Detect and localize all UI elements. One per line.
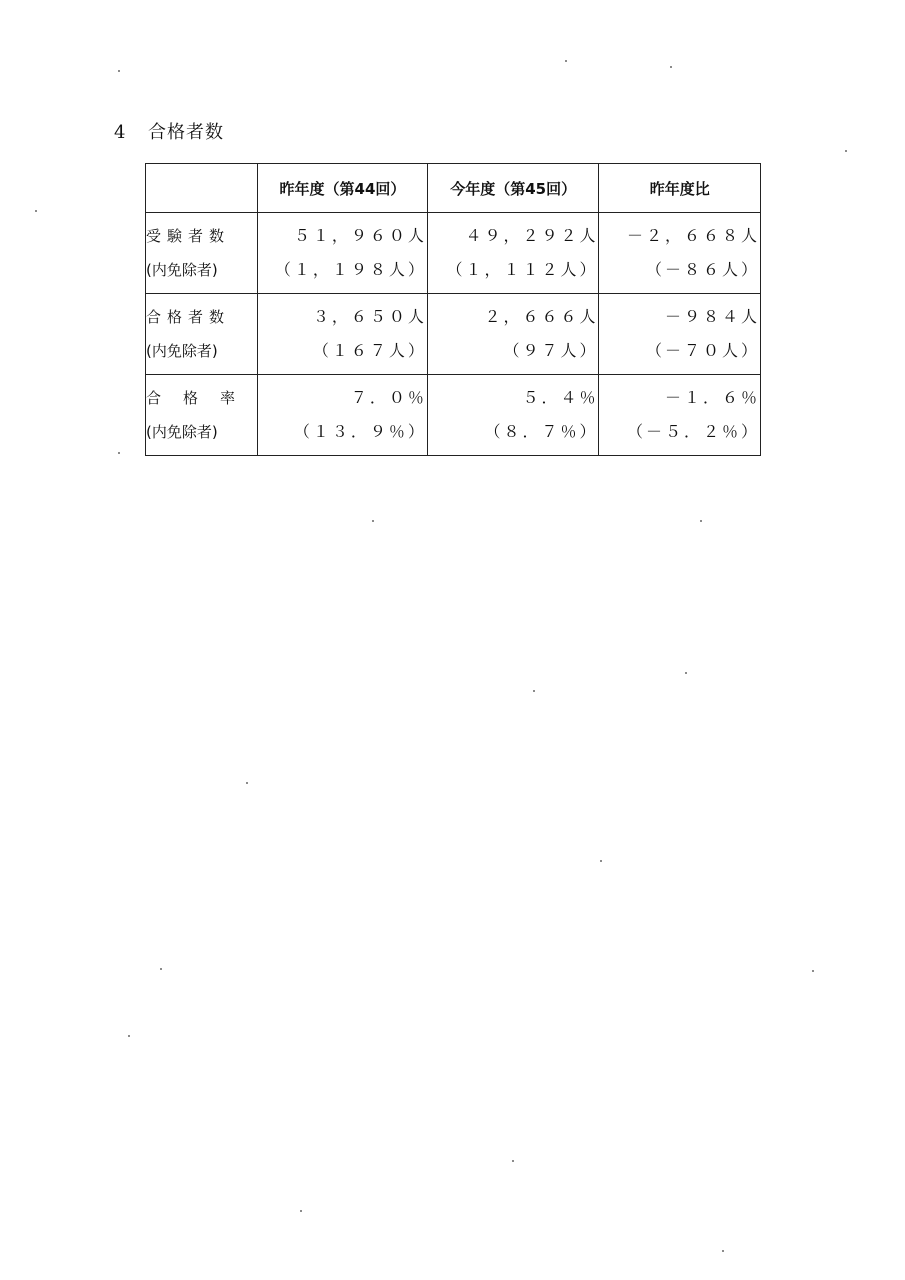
scan-speck	[670, 66, 672, 68]
scan-speck	[845, 150, 847, 152]
table-row-pass-rate	[146, 375, 761, 456]
cell-current	[427, 375, 599, 456]
row-label: 受験者数	[146, 227, 231, 245]
value-difference-exempt: （－５．２％）	[626, 422, 760, 441]
scan-speck	[533, 690, 535, 692]
scan-speck	[246, 782, 248, 784]
table-row-passers	[146, 294, 761, 375]
table-row-examinees	[146, 213, 761, 294]
header-previous-year: 昨年度（第44回）	[258, 164, 428, 213]
exam-results-table	[145, 163, 761, 456]
value-difference: －２，６６８人	[626, 226, 760, 245]
value-previous: ５１，９６０人	[293, 226, 427, 245]
header-year-over-year: 昨年度比	[599, 164, 761, 213]
cell-previous	[258, 213, 428, 294]
scan-speck	[512, 1160, 514, 1162]
scan-speck	[600, 860, 602, 862]
value-previous-exempt: （１，１９８人）	[274, 260, 427, 279]
scan-speck	[565, 60, 567, 62]
value-difference-exempt: （－８６人）	[645, 260, 760, 279]
row-label: 合格率	[146, 389, 258, 407]
scan-speck	[35, 210, 37, 212]
cell-difference	[599, 294, 761, 375]
value-difference: －１．６％	[664, 388, 760, 407]
value-current: ５．４％	[522, 388, 599, 407]
scan-speck	[118, 70, 120, 72]
cell-current	[427, 294, 599, 375]
value-difference: －９８４人	[664, 307, 760, 326]
scan-speck	[812, 970, 814, 972]
scan-speck	[300, 1210, 302, 1212]
section-number: 4	[114, 122, 127, 143]
scan-speck	[685, 672, 687, 674]
value-previous-exempt: （１３．９％）	[293, 422, 427, 441]
scan-speck	[160, 968, 162, 970]
row-label-cell	[146, 294, 258, 375]
scan-speck	[372, 520, 374, 522]
header-current-year: 今年度（第45回）	[427, 164, 599, 213]
row-label: 合格者数	[146, 308, 231, 326]
scan-speck	[128, 1035, 130, 1037]
value-previous: ３，６５０人	[312, 307, 427, 326]
scan-speck	[700, 520, 702, 522]
cell-current	[427, 213, 599, 294]
value-difference-exempt: （－７０人）	[645, 341, 760, 360]
cell-previous	[258, 375, 428, 456]
scan-speck	[118, 452, 120, 454]
cell-difference	[599, 375, 761, 456]
cell-previous	[258, 294, 428, 375]
value-previous-exempt: （１６７人）	[312, 341, 427, 360]
value-previous: ７．０％	[350, 388, 427, 407]
value-current: ４９，２９２人	[465, 226, 599, 245]
row-sublabel: (内免除者)	[146, 423, 218, 441]
section-title: 合格者数	[148, 122, 224, 143]
table-header-row	[146, 164, 761, 213]
row-sublabel: (内免除者)	[146, 342, 218, 360]
row-label-cell	[146, 375, 258, 456]
row-label-cell	[146, 213, 258, 294]
row-sublabel: (内免除者)	[146, 261, 218, 279]
cell-difference	[599, 213, 761, 294]
section-heading	[114, 118, 224, 144]
scan-speck	[722, 1250, 724, 1252]
value-current-exempt: （８．７％）	[484, 422, 599, 441]
value-current-exempt: （９７人）	[503, 341, 599, 360]
value-current: ２，６６６人	[484, 307, 599, 326]
header-blank	[146, 164, 258, 213]
value-current-exempt: （１，１１２人）	[446, 260, 599, 279]
